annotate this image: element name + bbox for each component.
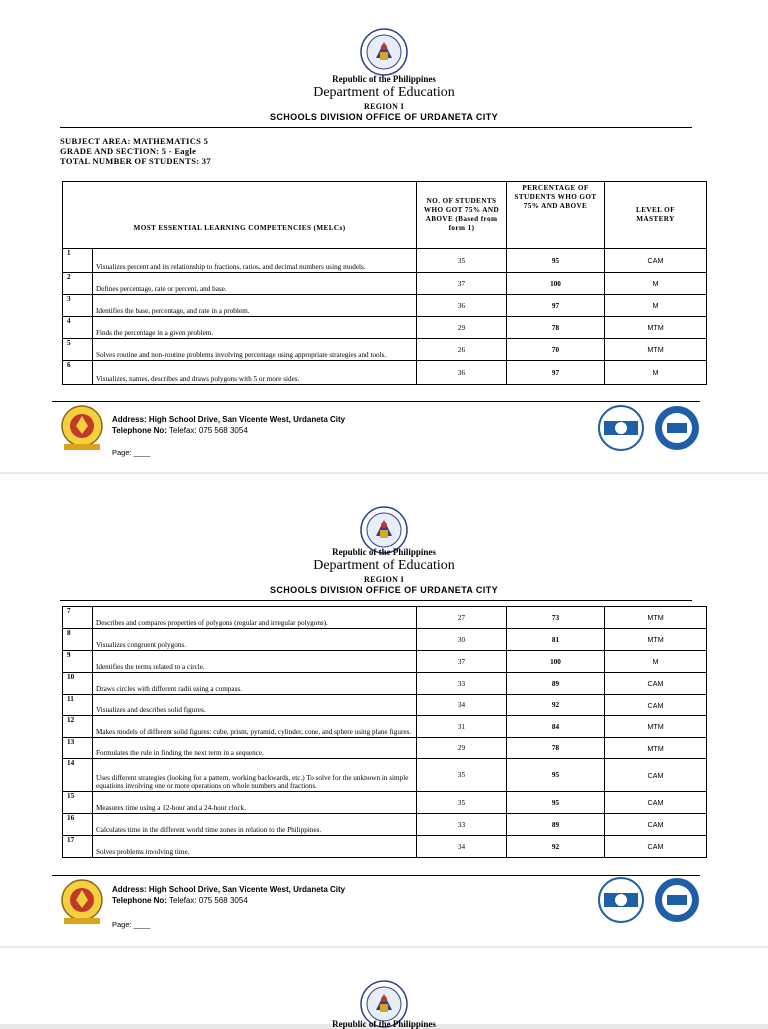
mastery-level: M <box>605 295 707 317</box>
footer-contact <box>112 414 345 436</box>
mastery-level: M <box>605 361 707 385</box>
percentage-value: 95 <box>507 249 605 273</box>
phone-text: Telefax: 075 568 3054 <box>169 426 248 435</box>
student-count: 37 <box>417 273 507 295</box>
address-label: Address: <box>112 415 147 424</box>
student-count: 26 <box>417 339 507 361</box>
competency-number: 5 <box>63 339 93 361</box>
table-row <box>63 607 707 629</box>
table-row <box>63 361 707 385</box>
students-column-header: NO. OF STUDENTS WHO GOT 75% AND ABOVE (Based from form 1) <box>417 182 507 249</box>
mastery-level: MTM <box>605 629 707 651</box>
mastery-level: MTM <box>605 317 707 339</box>
table-row <box>63 273 707 295</box>
header-rule <box>60 127 692 128</box>
header-rule <box>60 600 692 601</box>
document-page-3 <box>0 948 768 1029</box>
competency-text: Defines percentage, rate or percent, and base. <box>93 273 417 295</box>
report-meta <box>60 136 211 166</box>
total-students: TOTAL NUMBER OF STUDENTS: 37 <box>60 156 211 166</box>
percentage-value: 92 <box>507 695 605 716</box>
address-text: High School Drive, San Vicente West, Urdaneta City <box>148 415 346 424</box>
mastery-level: CAM <box>605 695 707 716</box>
competency-text: Formulates the rule in finding the next term in a sequence. <box>93 738 417 759</box>
percentage-value: 73 <box>507 607 605 629</box>
competency-text: Identifies the terms related to a circle. <box>93 651 417 673</box>
competency-number: 3 <box>63 295 93 317</box>
document-page-1 <box>0 0 768 472</box>
phone-text: Telefax: 075 568 3054 <box>169 896 248 905</box>
page-number: Page: ____ <box>112 448 151 457</box>
melc-table-page2 <box>62 606 707 858</box>
percentage-value: 70 <box>507 339 605 361</box>
percentage-value: 84 <box>507 716 605 738</box>
phone-label: Telephone No: <box>112 896 167 905</box>
percentage-value: 89 <box>507 814 605 836</box>
competency-text: Solves routine and non-routine problems involving percentage using appropriate strategies and tools. <box>93 339 417 361</box>
student-count: 29 <box>417 738 507 759</box>
table-row <box>63 249 707 273</box>
percentage-value: 92 <box>507 836 605 858</box>
competency-text: Draws circles with different radii using a compass. <box>93 673 417 695</box>
table-row <box>63 792 707 814</box>
mastery-level: MTM <box>605 738 707 759</box>
competency-text: Measures time using a 12-hour and a 24-hour clock. <box>93 792 417 814</box>
table-row <box>63 317 707 339</box>
iqnet-seal-icon <box>654 877 700 923</box>
competency-text: Describes and compares properties of polygons (regular and irregular polygons). <box>93 607 417 629</box>
footer-contact <box>112 884 345 906</box>
table-row <box>63 836 707 858</box>
percentage-value: 97 <box>507 295 605 317</box>
student-count: 34 <box>417 695 507 716</box>
table-row <box>63 339 707 361</box>
grade-section: GRADE AND SECTION: 5 - Eagle <box>60 146 197 156</box>
percentage-value: 81 <box>507 629 605 651</box>
mastery-level: CAM <box>605 814 707 836</box>
competency-text: Visualizes, names, describes and draws polygons with 5 or more sides. <box>93 361 417 385</box>
certification-seal-icon <box>598 405 644 451</box>
mastery-level: M <box>605 273 707 295</box>
table-row <box>63 295 707 317</box>
student-count: 36 <box>417 295 507 317</box>
competency-number: 9 <box>63 651 93 673</box>
mastery-level: MTM <box>605 607 707 629</box>
competency-text: Visualizes percent and its relationship to fractions, ratios, and decimal numbers using models. <box>93 249 417 273</box>
student-count: 37 <box>417 651 507 673</box>
student-count: 33 <box>417 673 507 695</box>
competency-text: Visualizes congruent polygons. <box>93 629 417 651</box>
division-label: SCHOOLS DIVISION OFFICE OF URDANETA CITY <box>269 585 498 595</box>
phone-label: Telephone No: <box>112 426 167 435</box>
competency-number: 7 <box>63 607 93 629</box>
percentage-value: 97 <box>507 361 605 385</box>
address-text: High School Drive, San Vicente West, Urdaneta City <box>148 885 346 894</box>
percentage-value: 78 <box>507 738 605 759</box>
table-row <box>63 651 707 673</box>
student-count: 27 <box>417 607 507 629</box>
department-title: Department of Education <box>313 85 455 100</box>
region-label: REGION I <box>364 575 404 584</box>
competency-number: 13 <box>63 738 93 759</box>
competency-text: Finds the percentage in a given problem. <box>93 317 417 339</box>
subject-area: SUBJECT AREA: MATHEMATICS 5 <box>60 136 209 146</box>
competency-number: 15 <box>63 792 93 814</box>
page-number: Page: ____ <box>112 920 151 929</box>
melc-table-page1 <box>62 181 707 385</box>
competency-number: 17 <box>63 836 93 858</box>
competency-text: Uses different strategies (looking for a pattern, working backwards, etc.) To solve for the unknown in simple equations involving one or more operations on whole numbers and fractions. <box>93 759 417 792</box>
mastery-level: CAM <box>605 673 707 695</box>
percentage-value: 100 <box>507 651 605 673</box>
competency-number: 6 <box>63 361 93 385</box>
student-count: 29 <box>417 317 507 339</box>
competency-number: 12 <box>63 716 93 738</box>
republic-label: Republic of the Philippines <box>332 547 436 557</box>
mastery-level: CAM <box>605 249 707 273</box>
table-row <box>63 629 707 651</box>
competency-number: 11 <box>63 695 93 716</box>
competency-number: 14 <box>63 759 93 792</box>
mastery-level: MTM <box>605 716 707 738</box>
student-count: 35 <box>417 249 507 273</box>
table-row <box>63 716 707 738</box>
mastery-level: CAM <box>605 759 707 792</box>
competency-text: Calculates time in the different world time zones in relation to the Philippines. <box>93 814 417 836</box>
table-header-row <box>63 182 707 249</box>
student-count: 35 <box>417 792 507 814</box>
deped-seal-icon <box>360 28 408 76</box>
footer-rule <box>52 875 700 876</box>
competency-number: 2 <box>63 273 93 295</box>
mastery-level: CAM <box>605 792 707 814</box>
competency-text: Makes models of different solid figures: cube, prism, pyramid, cylinder, cone, and sphere using plane figures. <box>93 716 417 738</box>
department-title: Department of Education <box>313 558 455 573</box>
iqnet-seal-icon <box>654 405 700 451</box>
school-logo-icon <box>58 878 106 926</box>
mastery-level: M <box>605 651 707 673</box>
region-label: REGION I <box>364 102 404 111</box>
student-count: 30 <box>417 629 507 651</box>
document-page-2 <box>0 474 768 946</box>
mastery-level: MTM <box>605 339 707 361</box>
table-row <box>63 814 707 836</box>
percentage-value: 95 <box>507 759 605 792</box>
republic-label: Republic of the Philippines <box>332 1019 436 1029</box>
percentage-value: 100 <box>507 273 605 295</box>
competency-text: Identifies the base, percentage, and rate in a problem. <box>93 295 417 317</box>
footer-rule <box>52 401 700 402</box>
table-row <box>63 738 707 759</box>
table-row <box>63 673 707 695</box>
mastery-level: CAM <box>605 836 707 858</box>
table-row <box>63 759 707 792</box>
certification-seal-icon <box>598 877 644 923</box>
address-label: Address: <box>112 885 147 894</box>
student-count: 33 <box>417 814 507 836</box>
competency-number: 4 <box>63 317 93 339</box>
competency-number: 8 <box>63 629 93 651</box>
student-count: 35 <box>417 759 507 792</box>
student-count: 31 <box>417 716 507 738</box>
percentage-value: 89 <box>507 673 605 695</box>
student-count: 36 <box>417 361 507 385</box>
student-count: 34 <box>417 836 507 858</box>
competency-number: 1 <box>63 249 93 273</box>
table-row <box>63 695 707 716</box>
competency-number: 10 <box>63 673 93 695</box>
percentage-value: 78 <box>507 317 605 339</box>
republic-label: Republic of the Philippines <box>332 74 436 84</box>
percentage-column-header: PERCENTAGE OF STUDENTS WHO GOT 75% AND ABOVE <box>507 182 605 249</box>
melc-column-header: MOST ESSENTIAL LEARNING COMPETENCIES (MELCs) <box>63 182 417 249</box>
division-label: SCHOOLS DIVISION OFFICE OF URDANETA CITY <box>269 112 498 122</box>
school-logo-icon <box>58 404 106 452</box>
competency-number: 16 <box>63 814 93 836</box>
competency-text: Solves problems involving time. <box>93 836 417 858</box>
competency-text: Visualizes and describes solid figures. <box>93 695 417 716</box>
percentage-value: 95 <box>507 792 605 814</box>
level-column-header: LEVEL OF MASTERY <box>605 182 707 249</box>
